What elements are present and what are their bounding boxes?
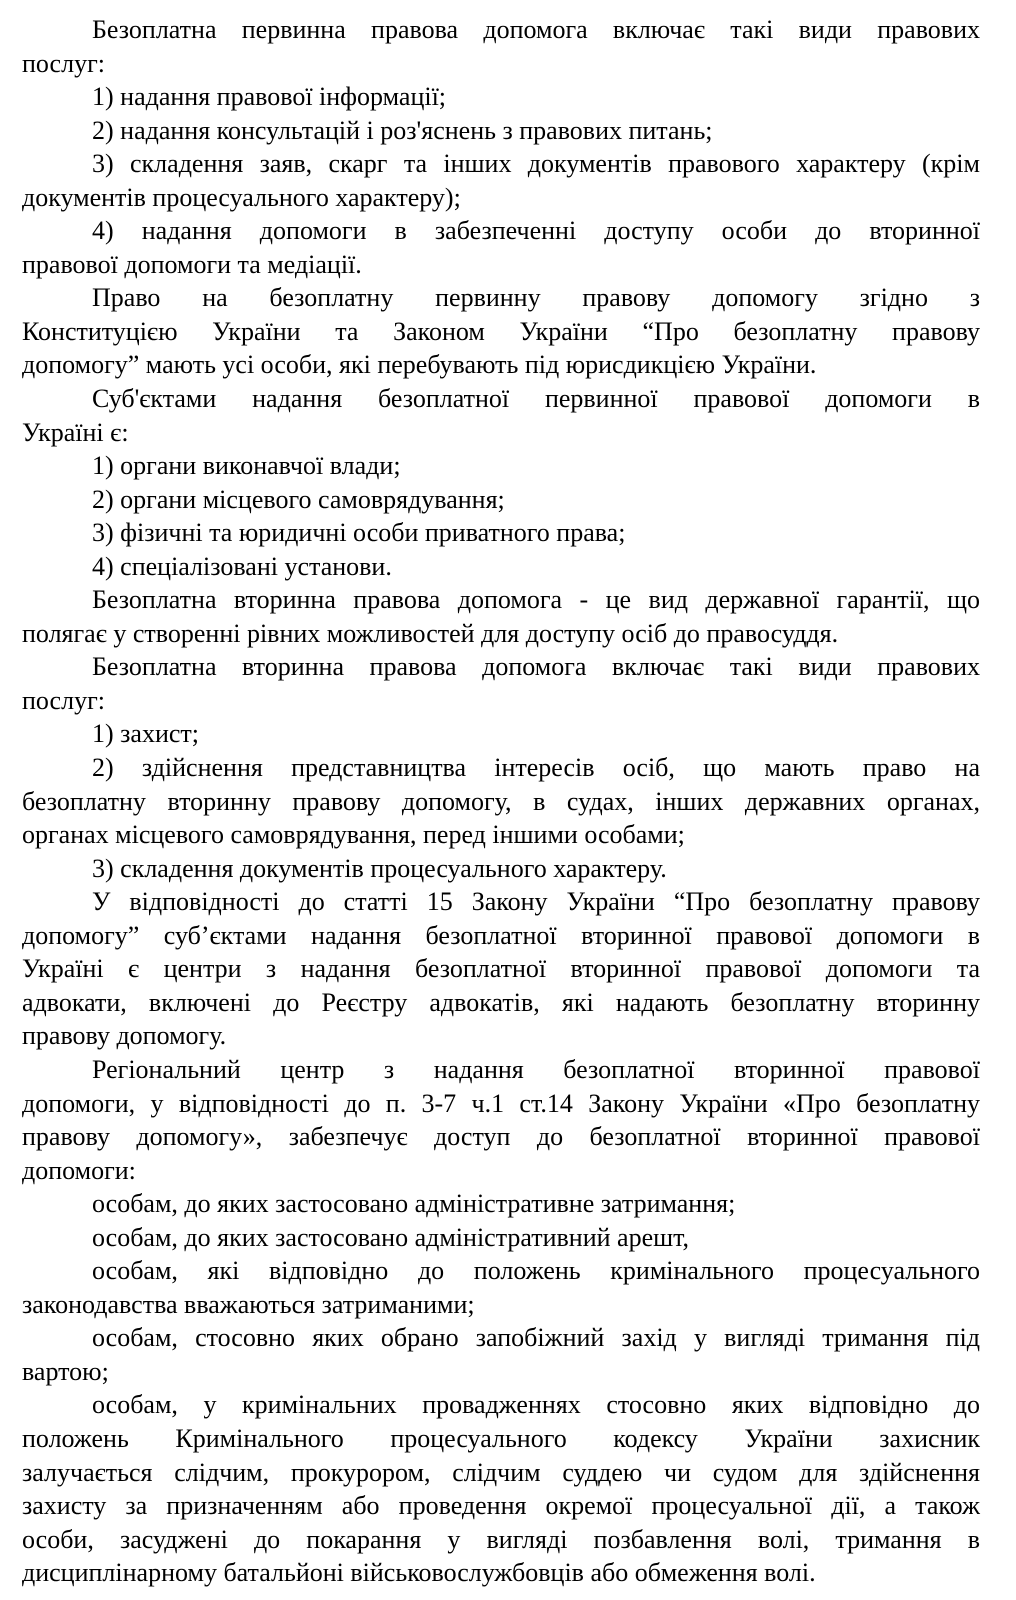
text-line: Безоплатна первинна правова допомога включає такі види правових <box>92 15 980 44</box>
paragraph <box>22 751 980 852</box>
text-line: особам, до яких застосовано адміністративний арешт, <box>92 1222 690 1252</box>
text-line: особам, у кримінальних провадженнях стосовно яких відповідно до <box>92 1390 980 1420</box>
text-line: дисциплінарному батальйоні військовослужбовців або обмеження волі. <box>22 1558 816 1588</box>
text-line: адвокати, включені до Реєстру адвокатів, які надають безоплатну вторинну <box>22 987 980 1017</box>
text-line: захисту за призначенням або проведення окремої процесуальної дії, а також <box>22 1491 980 1521</box>
paragraph <box>22 1321 980 1388</box>
paragraph <box>22 885 980 1053</box>
paragraph <box>22 80 980 114</box>
paragraph <box>22 717 980 751</box>
text-line: правову допомогу. <box>22 1021 227 1051</box>
text-line: Україні є центри з надання безоплатної вторинної правової допомоги та <box>22 954 980 984</box>
text-line: 2) надання консультацій і роз'яснень з правових питань; <box>92 115 713 145</box>
text-line: залучається слідчим, прокурором, слідчим суддею чи судом для здійснення <box>22 1457 980 1487</box>
text-line: правову допомогу», забезпечує доступ до безоплатної вторинної правової <box>22 1122 980 1152</box>
text-line: 3) фізичні та юридичні особи приватного права; <box>92 518 626 548</box>
text-line: допомогу” мають усі особи, які перебувають під юрисдикцією України. <box>22 350 817 380</box>
text-line: послуг: <box>22 685 105 715</box>
paragraph <box>22 650 980 717</box>
paragraph <box>22 483 980 517</box>
text-line: У відповідності до статті 15 Закону України “Про безоплатну правову <box>92 887 980 917</box>
text-line: Безоплатна вторинна правова допомога - це вид державної гарантії, що <box>92 585 980 615</box>
text-line: вартою; <box>22 1356 109 1386</box>
paragraph <box>22 382 980 449</box>
paragraph <box>22 1388 980 1589</box>
text-line: особам, до яких застосовано адміністративне затримання; <box>92 1189 736 1219</box>
paragraph <box>22 147 980 214</box>
text-line: полягає у створенні рівних можливостей для доступу осіб до правосуддя. <box>22 618 839 648</box>
paragraph <box>22 583 980 650</box>
text-line: допомоги: <box>22 1155 136 1185</box>
text-line: Безоплатна вторинна правова допомога включає такі види правових <box>92 652 980 682</box>
text-line: особам, які відповідно до положень кримінального процесуального <box>92 1256 980 1286</box>
paragraph <box>22 1254 980 1321</box>
document-body <box>22 13 980 1590</box>
text-line: Україні є: <box>22 417 129 447</box>
text-line: законодавства вважаються затриманими; <box>22 1289 475 1319</box>
paragraph <box>22 852 980 886</box>
text-line: Суб'єктами надання безоплатної первинної правової допомоги в <box>92 384 980 414</box>
text-line: 4) спеціалізовані установи. <box>92 551 392 581</box>
paragraph <box>22 1187 980 1221</box>
text-line: 3) складення заяв, скарг та інших документів правового характеру (крім <box>92 149 980 179</box>
text-line: безоплатну вторинну правову допомогу, в судах, інших державних органах, <box>22 786 980 816</box>
paragraph <box>22 1221 980 1255</box>
paragraph <box>22 281 980 382</box>
text-line: 3) складення документів процесуального характеру. <box>92 853 667 883</box>
text-line: 4) надання допомоги в забезпеченні доступу особи до вторинної <box>92 216 980 246</box>
paragraph <box>22 13 980 80</box>
text-line: Право на безоплатну первинну правову допомогу згідно з <box>92 283 980 313</box>
text-line: Конституцією України та Законом України “Про безоплатну правову <box>22 316 980 346</box>
text-line: документів процесуального характеру); <box>22 182 461 212</box>
paragraph <box>22 449 980 483</box>
text-line: Регіональний центр з надання безоплатної вторинної правової <box>92 1054 980 1084</box>
text-line: особам, стосовно яких обрано запобіжний захід у вигляді тримання під <box>92 1323 980 1353</box>
text-line: послуг: <box>22 48 105 78</box>
text-line: 1) органи виконавчої влади; <box>92 451 401 481</box>
text-line: правової допомоги та медіації. <box>22 249 362 279</box>
paragraph <box>22 516 980 550</box>
text-line: 2) органи місцевого самоврядування; <box>92 484 505 514</box>
text-line: допомоги, у відповідності до п. 3-7 ч.1 ст.14 Закону України «Про безоплатну <box>22 1088 980 1118</box>
text-line: положень Кримінального процесуального кодексу України захисник <box>22 1423 980 1453</box>
text-line: допомогу” суб’єктами надання безоплатної вторинної правової допомоги в <box>22 920 980 950</box>
text-line: 1) надання правової інформації; <box>92 82 447 112</box>
paragraph <box>22 550 980 584</box>
text-line: органах місцевого самоврядування, перед іншими особами; <box>22 820 685 850</box>
paragraph <box>22 214 980 281</box>
text-line: 2) здійснення представництва інтересів осіб, що мають право на <box>92 753 980 783</box>
paragraph <box>22 1053 980 1187</box>
text-line: особи, засуджені до покарання у вигляді позбавлення волі, тримання в <box>22 1524 980 1554</box>
text-line: 1) захист; <box>92 719 200 749</box>
paragraph <box>22 114 980 148</box>
